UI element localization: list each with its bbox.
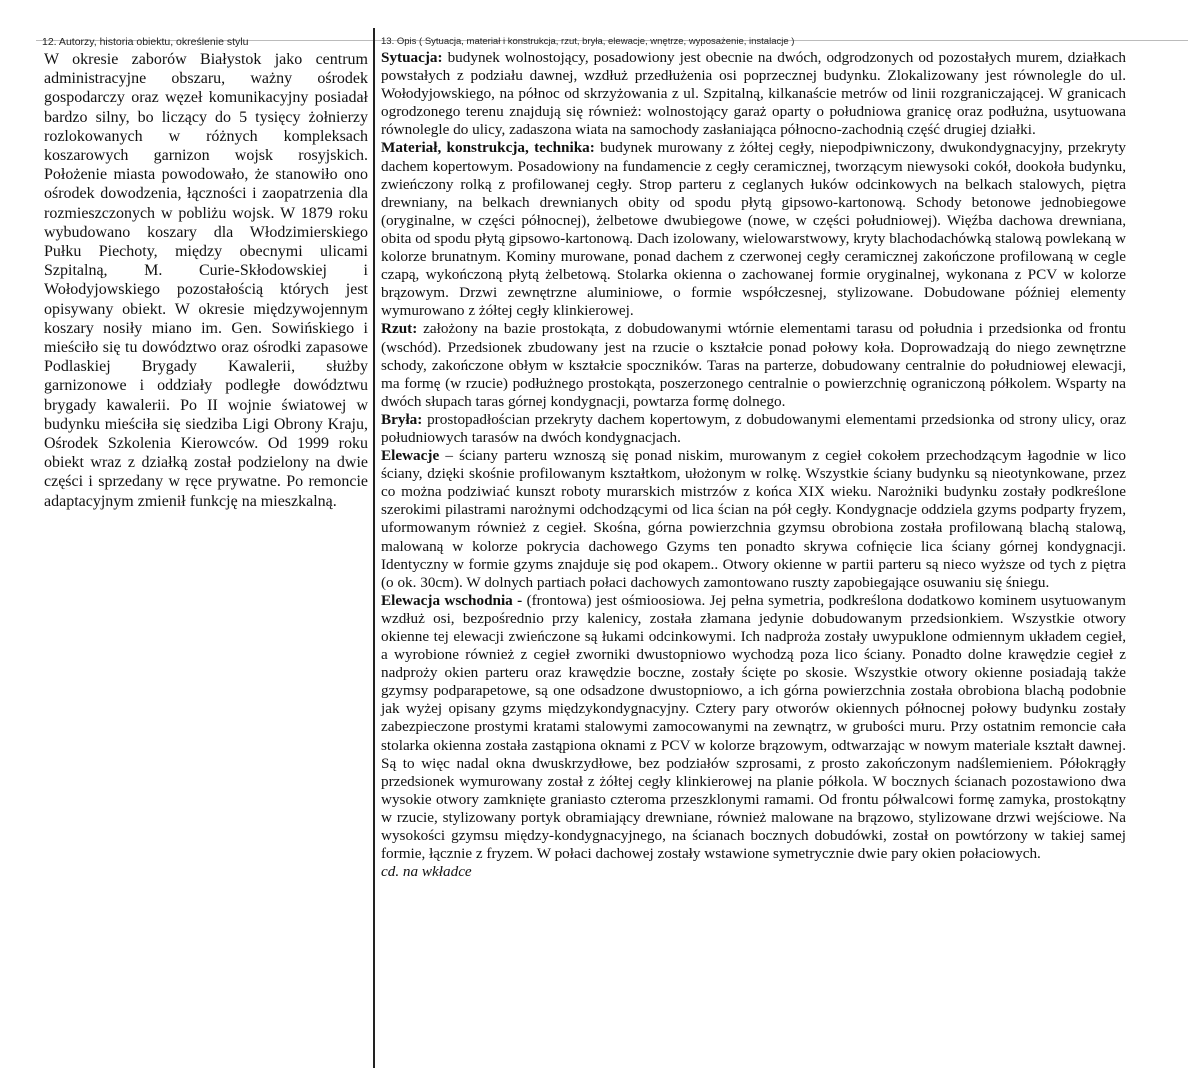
section-body: budynek wolnostojący, posadowiony jest obecnie na dwóch, odgrodzonych od pozostałych murem, działkach powstałych z podziału dawnej, wzdłuż przedłużenia osi poprzecznej budynku. Zlokalizowany jest równolegle do ul. Wołodyjowskiego, na północ od skrzyżowania z ul. Szpitalną, kilkanaście metrów od linii rozgraniczającej. W granicach ogrodzonego terenu znajdują się również: wolnostojący garaż oparty o południowa granicę oraz podłużna, usytuowana równolegle do ulicy, zadaszona wiata na samochody zasłaniająca północno-zachodnią część drugiej działki. bbox=[381, 49, 1126, 139]
section-label: Materiał, konstrukcja, technika: bbox=[381, 139, 595, 157]
section-label: Sytuacja: bbox=[381, 49, 443, 66]
section-elewacje bbox=[381, 447, 1126, 592]
right-column-heading: 13. Opis ( Sytuacja, materiał i konstrukcja, rzut, bryła, elewacje, wnętrze, wyposażenie, instalacje ) bbox=[381, 36, 795, 47]
section-rzut bbox=[381, 320, 1126, 410]
section-body: – ściany parteru wznoszą się ponad niskim, murowanym z cegieł cokołem przechodzącym łagodnie w lico ściany, dzięki skośnie profilowanym kształtkom, ułożonym w rolkę. Wszystkie ściany budynku są nieotynkowane, przez co można podziwiać kunszt roboty murarskich mistrzów z końca XIX wieku. Narożniki budynku zostały podkreślone szerokimi pilastrami narożnymi odchodzącymi od lica ścian na pół cegły. Kondygnacje oddziela gzyms podparty fryzem, uformowanym również z cegieł. Skośna, górna powierzchnia gzymsu obrobiona została profilowaną blachą stalową, malowaną w kolorze pokrycia dachowego Gzyms ten ponadto skrywa cofnięcie lica ściany górnej kondygnacji. Identyczny w formie gzyms znajduje się pod okapem.. Otwory okienne w partii parteru są nieco wyższe od tych z piętra (o ok. 30cm). W dolnych partiach połaci dachowych zamontowano ruszty zapobiegające osuwaniu się śniegu. bbox=[381, 447, 1126, 591]
section-body: założony na bazie prostokąta, z dobudowanymi wtórnie elementami tarasu od południa i przedsionka od frontu (wschód). Przedsionek zbudowany jest na rzucie o kształcie ponad połowy koła. Doprowadzają do niego zewnętrzne schody, zakończone obłym w kształcie spoczników. Taras na parterze, dobudowany centralnie do południowej elewacji, ma formę (w rzucie) podłużnego prostokąta, poszerzonego centralnie o powierzchnię ograniczoną półkolem. Wsparty na dwóch słupach taras górnej kondygnacji, powtarza formę dolnego. bbox=[381, 320, 1126, 410]
description-text bbox=[381, 49, 1126, 881]
section-label: Bryła: bbox=[381, 410, 423, 428]
section-material bbox=[381, 139, 1126, 320]
section-elewacja-wschodnia bbox=[381, 592, 1126, 863]
section-label: Elewacja wschodnia - bbox=[381, 591, 523, 609]
section-sytuacja bbox=[381, 49, 1126, 139]
section-body: budynek murowany z żółtej cegły, niepodpiwniczony, dwukondygnacyjny, przekryty dachem kopertowym. Posadowiony na fundamencie z cegły ceramicznej, tworzącym niewysoki cokół, dookoła budynku, zwieńczony rolką z profilowanej cegły. Strop parteru z ceglanych łuków odcinkowych na belkach stalowych, piętra drewniany, na belkach drewnianych obity od spodu płytą gipsowo-kartonową. Schody betonowe jednobiegowe (oryginalne, w części północnej), żelbetowe dwubiegowe (nowe, w części południowej). Więźba dachowa drewniana, obita od spodu płytą gipsowo-kartonową. Dach izolowany, wielowarstwowy, kryty blachodachówką stalową powlekaną w kolorze brunatnym. Kominy murowane, ponad dachem z czerwonej cegły ceramicznej zakończone profilowaną w cegle czapą, wykończoną płytą żelbetową. Stolarka okienna o zachowanej formie oryginalnej, wykonana z PCV w kolorze brązowym. Drzwi zewnętrzne aluminiowe, o formie współczesnej, stylizowane. Dobudowane później elementy wymurowano z żółtej cegły klinkierowej. bbox=[381, 139, 1127, 320]
section-label: Rzut: bbox=[381, 320, 418, 338]
section-body: (frontowa) jest ośmioosiowa. Jej pełna symetria, podkreślona dodatkowo kominem usytuowanym wzdłuż osi, bezpośrednio przy kalenicy, została złamana jedynie dobudowanym przedsionkiem. Wszystkie otwory okienne tej elewacji zwieńczone są łukami odcinkowymi. Ich nadproża zostały uwypuklone odmiennym układem cegieł, a wyrobione również z cegieł zworniki dwustopniowo wychodzą poza lico ściany. Ponadto dolne krawędzie cegieł z nadproży okien parteru oraz krawędzie boczne, zostały ścięte po skosie. Wszystkie otwory okienne posiadają także gzymsy podparapetowe, są one odsadzone dwustopniowo, a ich górna powierzchnia została obrobiona blachą podobnie jak wyżej opisany gzyms międzykondygnacyjny. Cztery pary otworów okiennych północnej połowy budynku zostały zabezpieczone prostymi kratami stalowymi zamocowanymi na zewnątrz, w grubości muru. Przy ostatnim remoncie cała stolarka okienna została zastąpiona oknami z PCV w kolorze brązowym, odtwarzając w nowym materiale kształt dawnej. Są to więc nadal okna dwuskrzydłowe, bez podziałów szprosami, z prosto zakończonym nadślemieniem. Półokrągły przedsionek wymurowany został z żółtej cegły klinkierowej na planie półkola. W bocznych ścianach pozostawiono dwa wysokie otwory zamknięte graniasto czteroma przeszklonymi ramami. Od frontu półwalcowi formę zamyka, prostokątny w rzucie, stylizowany portyk obramiający drewniane, również malowane na brązowo, stylizowane drzwi wejściowe. Na wysokości gzymsu między-kondygnacyjnego, na ścianach bocznych dobudówki, został on powtórzony w takiej samej formie, łącznie z fryzem. W połaci dachowej zostały wstawione symetrycznie dwie pary okien połaciowych. bbox=[381, 591, 1126, 863]
continuation-note: cd. na wkładce bbox=[381, 863, 472, 881]
section-body: prostopadłościan przekryty dachem kopertowym, z dobudowanymi elementami przedsionka od strony ulicy, oraz południowych tarasów na dwóch kondygnacjach. bbox=[381, 410, 1126, 446]
section-bryla bbox=[381, 411, 1126, 447]
section-label: Elewacje bbox=[381, 447, 440, 465]
left-column-heading: 12. Autorzy, historia obiektu, określenie stylu bbox=[42, 36, 249, 48]
history-text: W okresie zaborów Białystok jako centrum administracyjne obszaru, ważny ośrodek gospodarczy oraz węzeł komunikacyjny posiadał bardzo silny, bo liczący do 5 tysięcy żołnierzy rozlokowanych w różnych kompleksach koszarowych garnizon wojsk rosyjskich. Położenie miasta powodowało, że stanowiło ono ośrodek dowodzenia, łączności i zaopatrzenia dla rozmieszczonych w pobliżu wojsk. W 1879 roku wybudowano koszary dla Włodzimierskiego Pułku Piechoty, między obecnymi ulicami Szpitalną, M. Curie-Skłodowskiej i Wołodyjowskiego pozostałością których jest opisywany obiekt. W okresie międzywojennym koszary nosiły miano im. Gen. Sowińskiego i mieściło się tu dowództwo oraz ośrodki zapasowe Podlaskiej Brygady Kawalerii, służby garnizonowe i oddziały podległe dowództwu brygady kawalerii. Po II wojnie światowej w budynku mieściła się siedziba Ligi Obrony Kraju, Ośrodek Szkolenia Kierowców. Od 1999 roku obiekt wraz z działką został podzielony na dwie części i sprzedany w ręce prywatne. Po remoncie adaptacyjnym zmienił funkcję na mieszkalną. bbox=[44, 51, 368, 510]
column-divider bbox=[373, 28, 375, 1068]
